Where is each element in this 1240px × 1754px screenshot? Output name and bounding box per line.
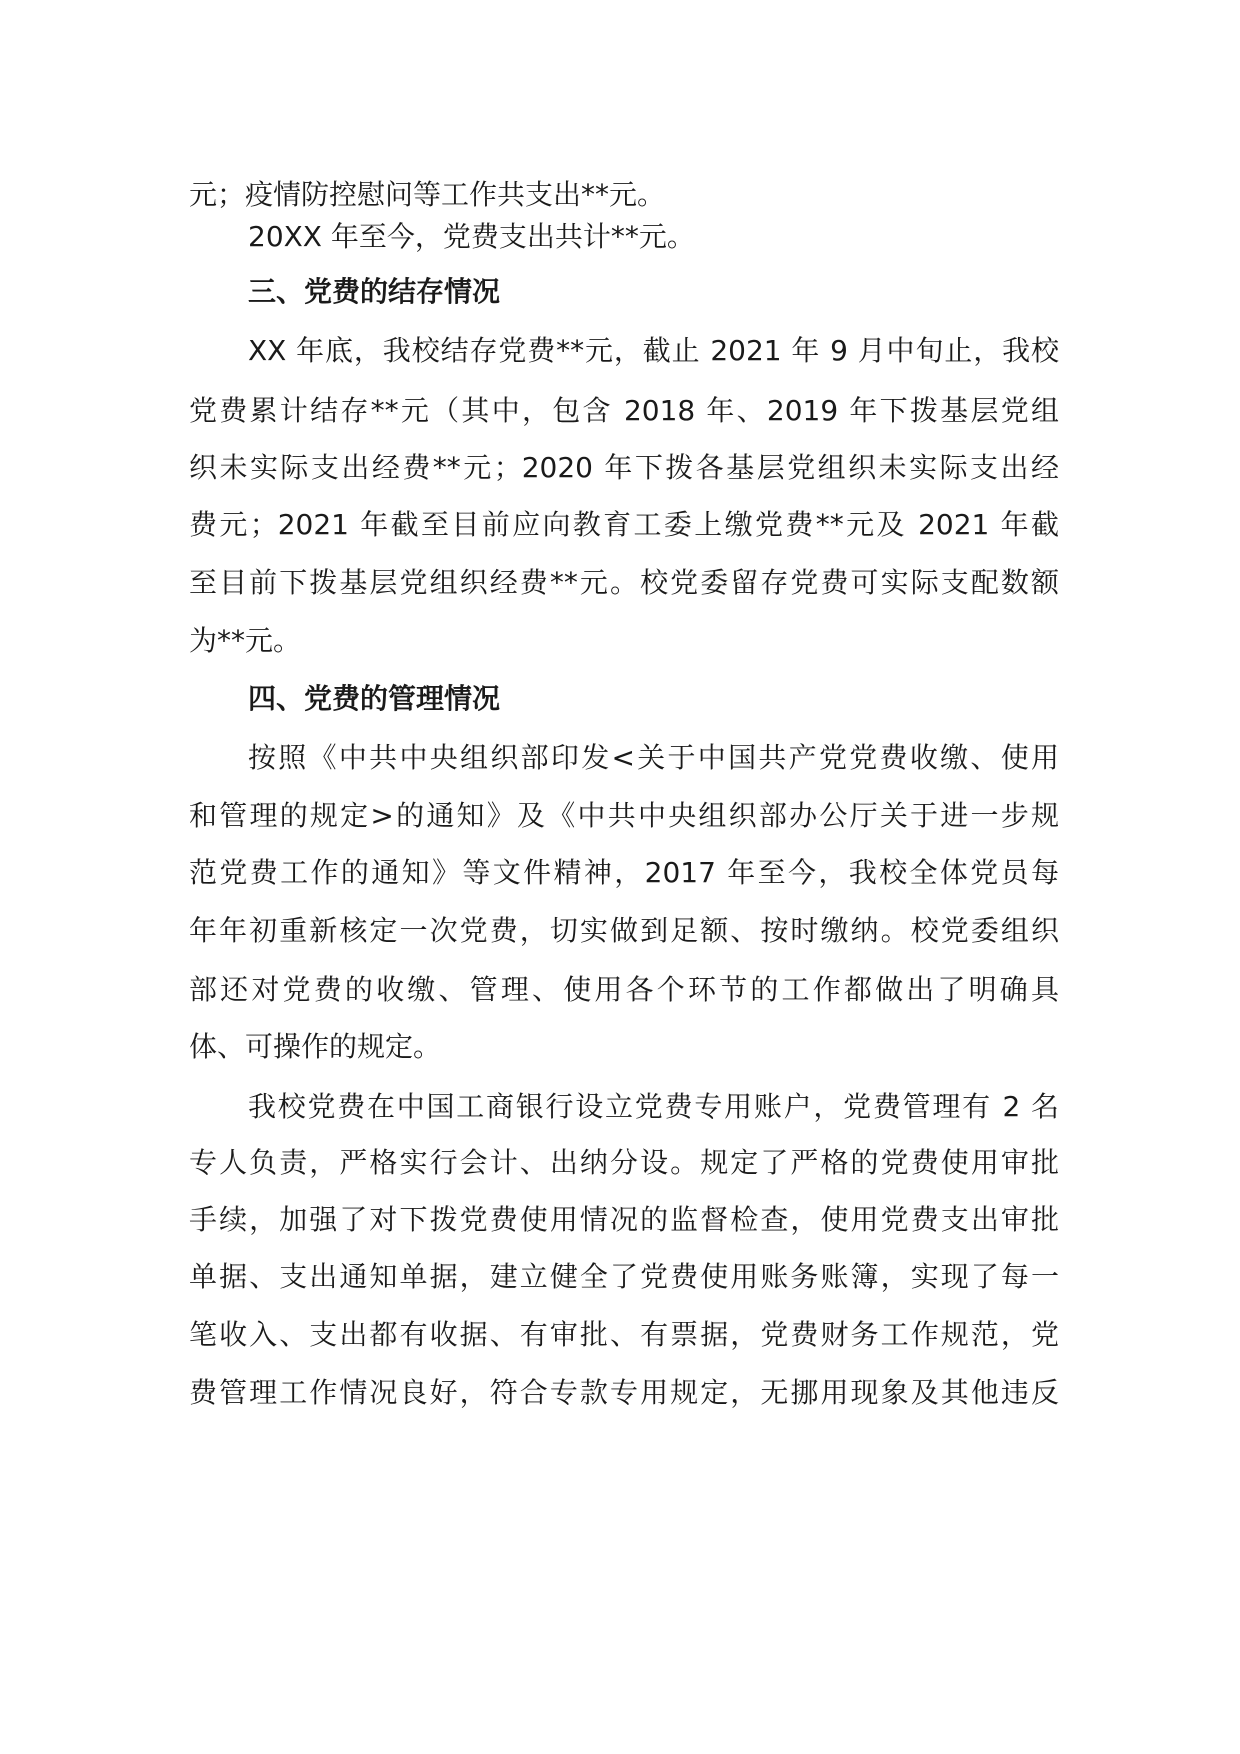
section-heading-3: 三、党费的结存情况 — [248, 275, 501, 308]
paragraph-line: 体、可操作的规定。 — [189, 1030, 442, 1063]
paragraph-line: 专人负责，严格实行会计、出纳分设。规定了严格的党费使用审批 — [189, 1146, 1059, 1179]
paragraph-line: 费管理工作情况良好，符合专款专用规定，无挪用现象及其他违反 — [189, 1376, 1059, 1409]
paragraph-line: 元；疫情防控慰问等工作共支出**元。 — [189, 178, 666, 211]
paragraph-line: 至目前下拨基层党组织经费**元。校党委留存党费可实际支配数额 — [189, 566, 1059, 599]
section-heading-4: 四、党费的管理情况 — [248, 682, 501, 715]
paragraph-line: 手续，加强了对下拨党费使用情况的监督检查，使用党费支出审批 — [189, 1203, 1059, 1236]
paragraph-line: 部还对党费的收缴、管理、使用各个环节的工作都做出了明确具 — [189, 973, 1059, 1006]
paragraph-line: XX 年底，我校结存党费**元，截止 2021 年 9 月中旬止，我校 — [248, 334, 1059, 367]
paragraph-line: 年年初重新核定一次党费，切实做到足额、按时缴纳。校党委组织 — [189, 914, 1059, 947]
paragraph-line: 和管理的规定>的通知》及《中共中央组织部办公厅关于进一步规 — [189, 799, 1059, 832]
paragraph-line: 为**元。 — [189, 624, 302, 657]
paragraph-line: 我校党费在中国工商银行设立党费专用账户，党费管理有 2 名 — [248, 1090, 1059, 1123]
paragraph-line: 织未实际支出经费**元；2020 年下拨各基层党组织未实际支出经 — [189, 451, 1059, 484]
paragraph-line: 范党费工作的通知》等文件精神，2017 年至今，我校全体党员每 — [189, 856, 1059, 889]
paragraph-line: 费元；2021 年截至目前应向教育工委上缴党费**元及 2021 年截 — [189, 508, 1059, 541]
paragraph-line: 党费累计结存**元（其中，包含 2018 年、2019 年下拨基层党组 — [189, 394, 1059, 427]
paragraph-line: 笔收入、支出都有收据、有审批、有票据，党费财务工作规范，党 — [189, 1318, 1059, 1351]
paragraph-line: 按照《中共中央组织部印发<关于中国共产党党费收缴、使用 — [248, 741, 1059, 774]
paragraph-line: 20XX 年至今，党费支出共计**元。 — [248, 220, 695, 253]
paragraph-line: 单据、支出通知单据，建立健全了党费使用账务账簿，实现了每一 — [189, 1260, 1059, 1293]
